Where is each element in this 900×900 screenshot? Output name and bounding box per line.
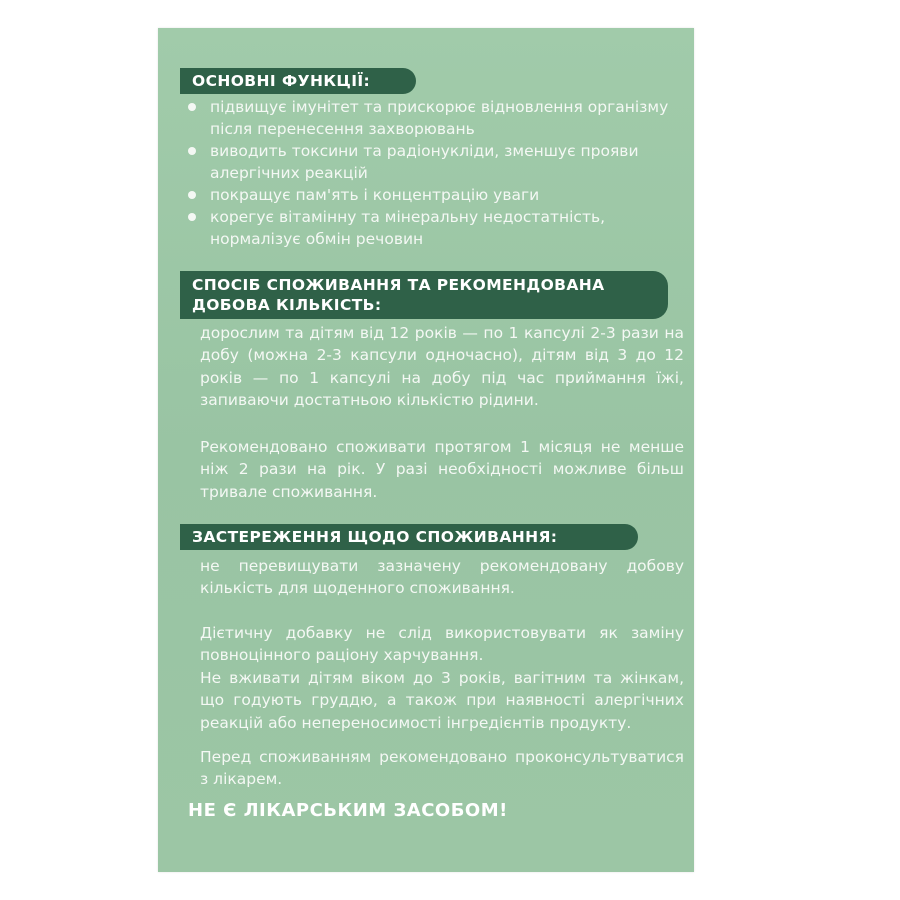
usage-heading-line-1: СПОСІБ СПОЖИВАННЯ ТА РЕКОМЕНДОВАНА — [192, 276, 605, 294]
leaflet-card — [158, 28, 694, 872]
usage-dosage-text: дорослим та дітям від 12 років — по 1 капсулі 2-3 рази на добу (можна 2-3 капсули одночасно), дітям від 3 до 12 років — по 1 капсулі на добу під час приймання їжі, запиваючи достатньою кількістю рідини. — [200, 324, 684, 409]
usage-heading — [180, 271, 668, 319]
bullet-icon — [188, 213, 196, 221]
warning-contraindications-text: Не вживати дітям віком до 3 років, вагітним та жінкам, що годують груддю, а також при наявності алергічних реакцій або непереносимості інгредієнтів продукту. — [200, 669, 684, 732]
warnings-heading — [180, 524, 638, 550]
functions-list — [188, 96, 678, 250]
usage-heading-line-2: ДОБОВА КІЛЬКІСТЬ: — [192, 296, 382, 314]
warning-consult-text: Перед споживанням рекомендовано проконсультуватися з лікарем. — [200, 748, 684, 789]
not-a-medicine-notice: НЕ Є ЛІКАРСЬКИМ ЗАСОБОМ! — [188, 800, 508, 821]
list-item — [188, 206, 678, 250]
list-item-text: підвищує імунітет та прискорює відновлення організму після перенесення захворювань — [210, 98, 669, 138]
list-item-text: виводить токсини та радіонукліди, зменшує прояви алергічних реакцій — [210, 142, 639, 182]
warnings-heading-text: ЗАСТЕРЕЖЕННЯ ЩОДО СПОЖИВАННЯ: — [192, 528, 558, 546]
list-item-text: покращує пам'ять і концентрацію уваги — [210, 186, 540, 204]
list-item — [188, 96, 678, 140]
functions-heading-text: ОСНОВНІ ФУНКЦІЇ: — [192, 72, 371, 90]
list-item-text: корегує вітамінну та мінеральну недостатність, нормалізує обмін речовин — [210, 208, 606, 248]
functions-heading — [180, 68, 416, 94]
list-item — [188, 140, 678, 184]
warning-dose-text: не перевищувати зазначену рекомендовану добову кількість для щоденного споживання. — [200, 557, 684, 598]
bullet-icon — [188, 147, 196, 155]
warning-diet-text: Дієтичну добавку не слід використовувати як заміну повноцінного раціону харчування. — [200, 624, 684, 665]
list-item — [188, 184, 678, 206]
bullet-icon — [188, 191, 196, 199]
bullet-icon — [188, 103, 196, 111]
usage-duration-text: Рекомендовано споживати протягом 1 місяця не менше ніж 2 рази на рік. У разі необхідності можливе більш тривале споживання. — [200, 438, 684, 501]
